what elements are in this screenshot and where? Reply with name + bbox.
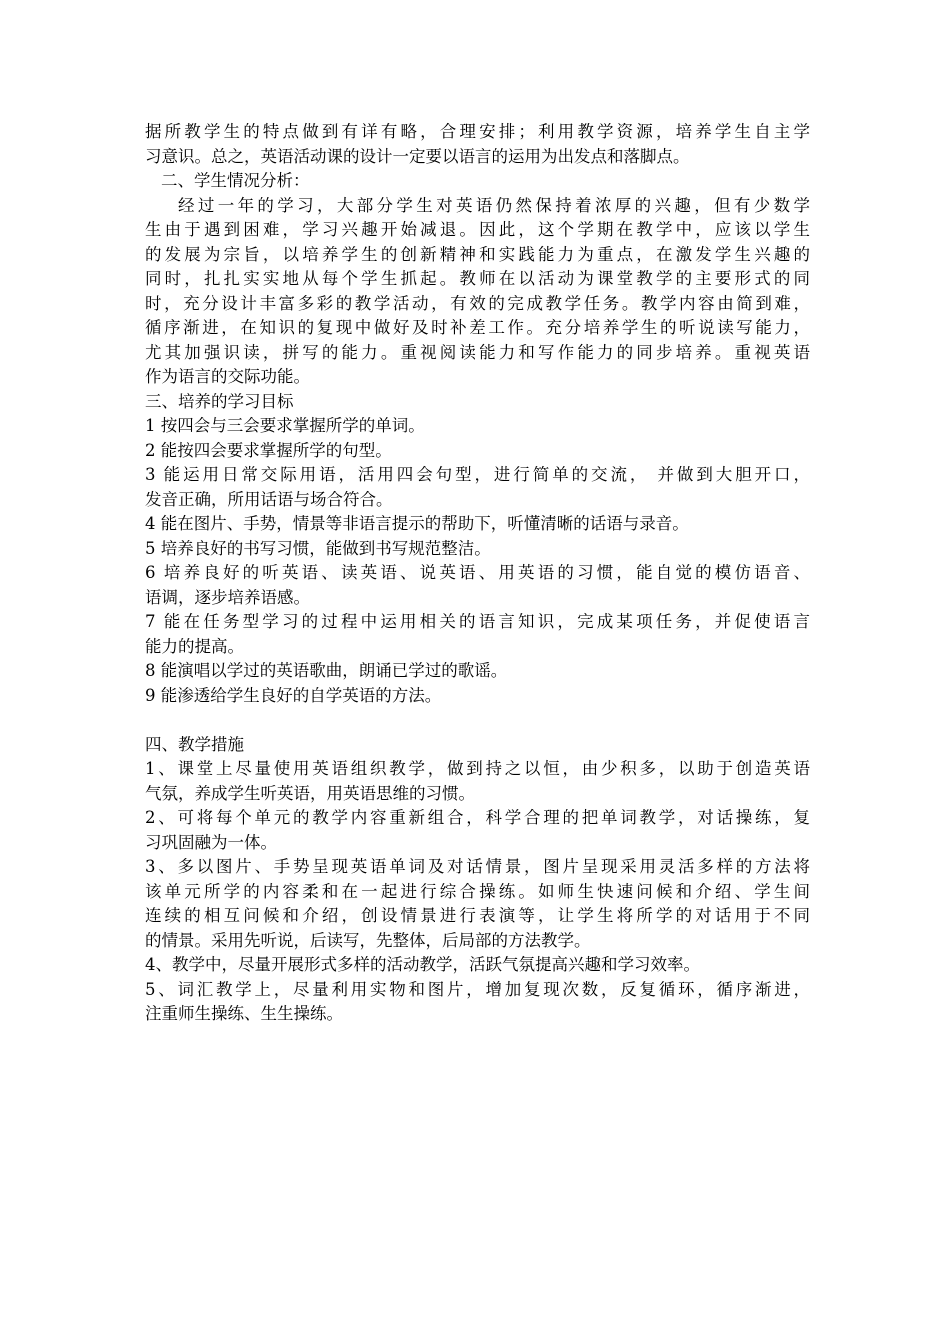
goal-7-line-2: 能力的提高。 bbox=[145, 636, 244, 656]
section-2-heading: 二、学生情况分析： bbox=[161, 171, 310, 190]
blank-line bbox=[145, 708, 810, 733]
goal-3-line-2: 发音正确，所用话语与场合符合。 bbox=[145, 489, 393, 509]
goal-4: 4 能在图片、手势，情景等非语言提示的帮助下，听懂清晰的话语与录音。 bbox=[145, 514, 689, 533]
goal-1: 1 按四会与三会要求掌握所学的单词。 bbox=[145, 416, 425, 435]
measure-1-line-2: 气氛，养成学生听英语，用英语思维的习惯。 bbox=[145, 783, 475, 803]
section-4-heading: 四、教学措施 bbox=[145, 734, 244, 754]
goal-5: 5 培养良好的书写习惯，能做到书写规范整洁。 bbox=[145, 538, 491, 558]
goal-3-line-1: 3 能运用日常交际用语，活用四会句型，进行简单的交流， 并做到大胆开口， bbox=[145, 465, 810, 484]
section-2-line-5: 时，充分设计丰富多彩的教学活动，有效的完成教学任务。教学内容由简到难， bbox=[145, 293, 810, 313]
goal-2: 2 能按四会要求掌握所学的句型。 bbox=[145, 440, 392, 460]
intro-line-1: 据所教学生的特点做到有详有略，合理安排；利用教学资源，培养学生自主学 bbox=[145, 122, 810, 141]
measure-5-line-2: 注重师生操练、生生操练。 bbox=[145, 1004, 343, 1023]
goal-9: 9 能渗透给学生良好的自学英语的方法。 bbox=[145, 685, 442, 705]
section-3-heading: 三、培养的学习目标 bbox=[145, 391, 294, 411]
measure-1-line-1: 1、课堂上尽量使用英语组织教学，做到持之以恒，由少积多，以助于创造英语 bbox=[145, 759, 810, 778]
goal-6-line-1: 6 培养良好的听英语、读英语、说英语、用英语的习惯，能自觉的模仿语音、 bbox=[145, 563, 810, 582]
measure-4: 4、教学中，尽量开展形式多样的活动教学，活跃气氛提高兴趣和学习效率。 bbox=[145, 955, 700, 974]
section-2-line-3: 的发展为宗旨，以培养学生的创新精神和实践能力为重点，在激发学生兴趣的 bbox=[145, 244, 810, 264]
section-2-line-4: 同时，扎扎实实地从每个学生抓起。教师在以活动为课堂教学的主要形式的同 bbox=[145, 269, 810, 288]
document-page bbox=[145, 120, 810, 1027]
goal-8: 8 能演唱以学过的英语歌曲，朗诵已学过的歌谣。 bbox=[145, 661, 508, 680]
measure-5-line-1: 5、词汇教学上，尽量利用实物和图片，增加复现次数，反复循环，循序渐进， bbox=[145, 979, 810, 999]
measure-3-line-2: 该单元所学的内容柔和在一起进行综合操练。如师生快速问候和介绍、学生间 bbox=[145, 881, 810, 901]
section-2-line-6: 循序渐进，在知识的复现中做好及时补差工作。充分培养学生的听说读写能力， bbox=[145, 318, 810, 337]
section-2-line-1: 经过一年的学习，大部分学生对英语仍然保持着浓厚的兴趣，但有少数学 bbox=[178, 195, 810, 215]
measure-3-line-4: 的情景。采用先听说，后读写，先整体，后局部的方法教学。 bbox=[145, 930, 591, 950]
measure-3-line-1: 3、多以图片、手势呈现英语单词及对话情景，图片呈现采用灵活多样的方法将 bbox=[145, 857, 810, 876]
section-2-line-7: 尤其加强识读，拼写的能力。重视阅读能力和写作能力的同步培养。重视英语 bbox=[145, 342, 810, 362]
section-2-line-8: 作为语言的交际功能。 bbox=[145, 367, 310, 386]
intro-line-2: 习意识。总之，英语活动课的设计一定要以语言的运用为出发点和落脚点。 bbox=[145, 146, 690, 166]
goal-6-line-2: 语调，逐步培养语感。 bbox=[145, 587, 310, 607]
goal-7-line-1: 7 能在任务型学习的过程中运用相关的语言知识，完成某项任务，并促使语言 bbox=[145, 612, 810, 631]
measure-2-line-1: 2、可将每个单元的教学内容重新组合，科学合理的把单词教学，对话操练，复 bbox=[145, 808, 810, 827]
measure-2-line-2: 习巩固融为一体。 bbox=[145, 832, 277, 852]
measure-3-line-3: 连续的相互问候和介绍，创设情景进行表演等，让学生将所学的对话用于不同 bbox=[145, 906, 810, 925]
section-2-line-2: 生由于遇到困难，学习兴趣开始减退。因此，这个学期在教学中，应该以学生 bbox=[145, 220, 810, 239]
